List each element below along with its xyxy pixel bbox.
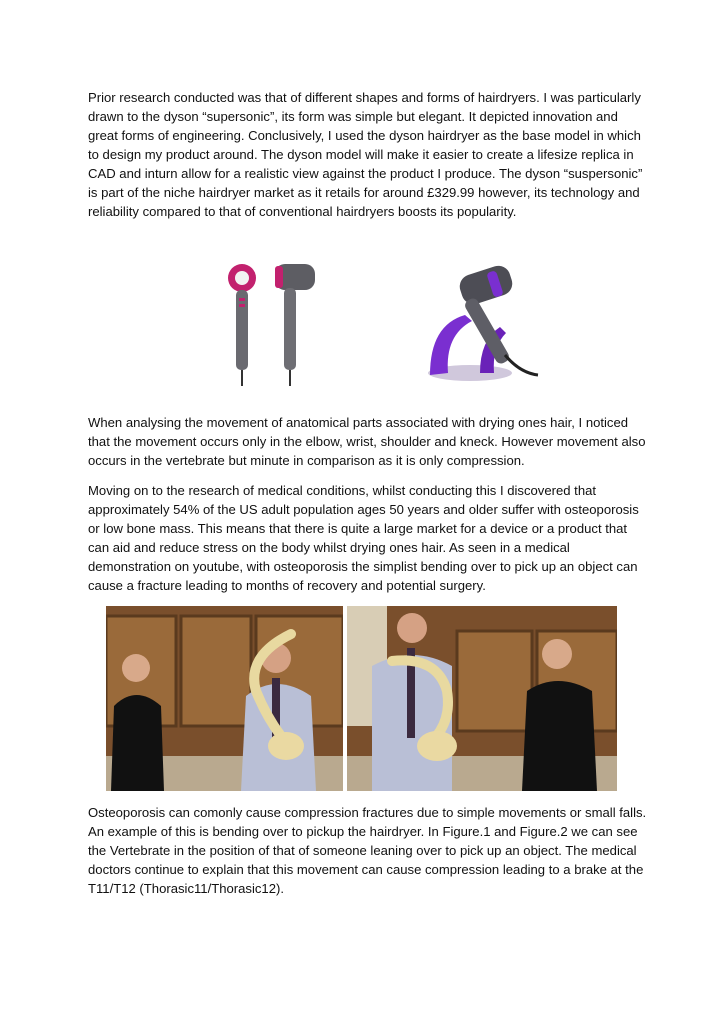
dyson-stand-image [410,255,540,395]
demonstration-photo-2 [347,606,617,791]
dyson-hairdryers-image [220,258,320,388]
movement-paragraph: When analysing the movement of anatomical parts associated with drying ones hair, I noticed that the movement occurs only in the elbow, wrist, shoulder and kneck. However movement also occurs in the vertebrate but minute in comparison as it is only compression. [88,415,646,468]
medical-research-paragraph: Moving on to the research of medical conditions, whilst conducting this I discovered that approximately 54% of the US adult population ages 50 years and older suffer with osteoporosis or low bone mass. This means that there is quite a large market for a device or a product that can aid and reduce stress on the body whilst drying ones hair. As seen in a medical demonstration on youtube, with osteoporosis the simplist bending over to pick up an object can cause a fracture leading to months of recovery and potential surgery. [88,483,639,593]
demonstration-photo-1 [106,606,343,791]
intro-paragraph: Prior research conducted was that of different shapes and forms of hairdryers. I was particularly drawn to the dyson “supersonic”, its form was simple but elegant. It depicted innovation and great forms of engineering. Conclusively, I used the dyson hairdryer as the base model in which to design my product around. The dyson model will make it easier to create a lifesize replica in CAD and inturn allow for a realistic view against the product I produce. The dyson “suspersonic” is part of the niche hairdryer market as it retails for around £329.99 however, its technology and reliability compared to that of conventional hairdryers boosts its popularity. [88,90,643,219]
osteoporosis-paragraph: Osteoporosis can comonly cause compression fractures due to simple movements or small falls. An example of this is bending over to pickup the hairdryer. In Figure.1 and Figure.2 we can see the Vertebrate in the position of that of someone leaning over to pick up an object. The medical doctors continue to explain that this movement can cause compression leading to a brake at the T11/T12 (Thorasic11/Thorasic12). [88,805,647,896]
